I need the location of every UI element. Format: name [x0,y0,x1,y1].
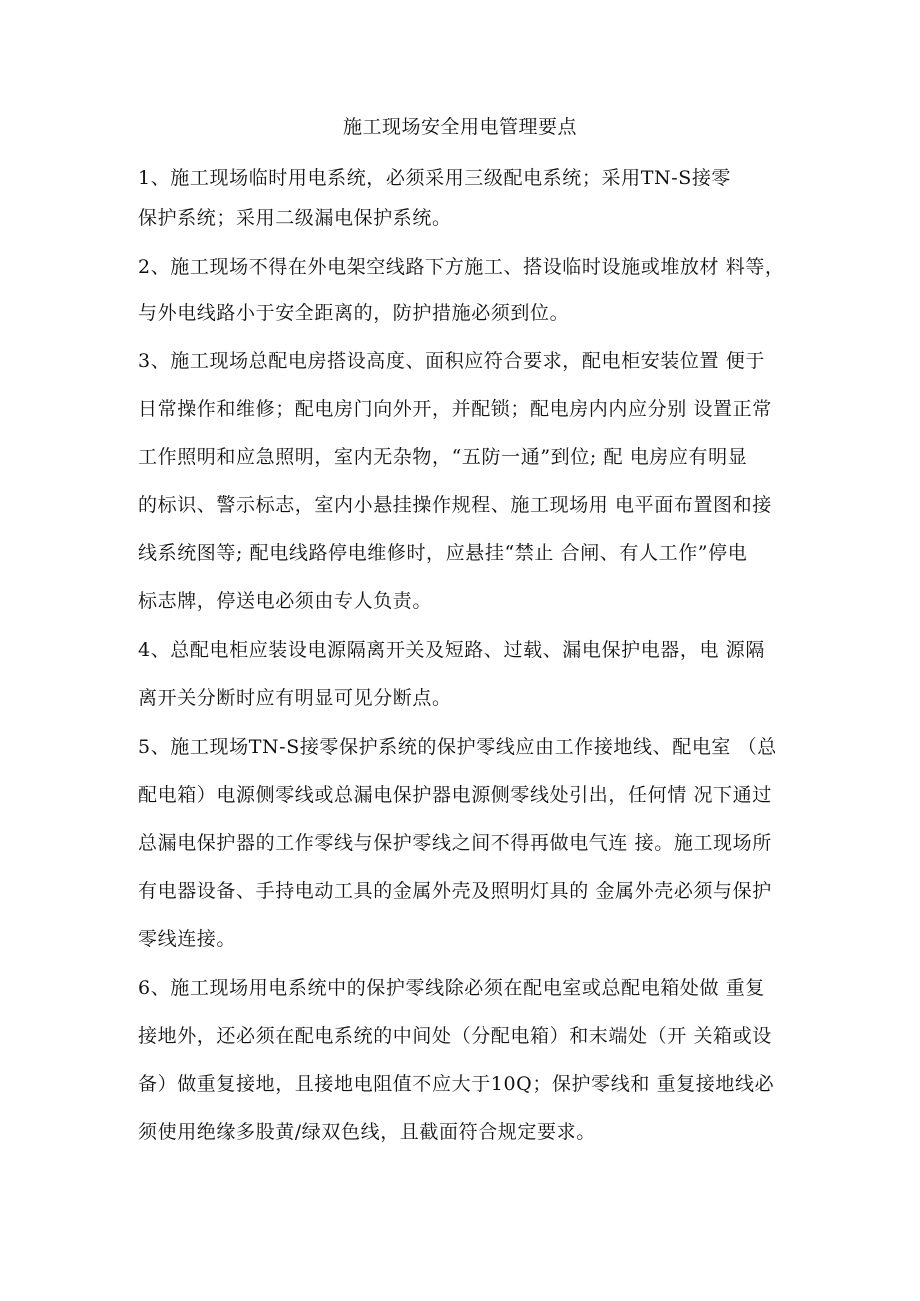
section-6-line-4: 须使用绝缘多股黄/绿双色线，且截面符合规定要求。 [138,1121,596,1143]
section-6-line-2: 接地外，还必须在配电系统的中间处（分配电箱）和末端处（开 关箱或设 [138,1025,772,1047]
document-title: 施工现场安全用电管理要点 [342,116,577,138]
section-4-line-2: 离开关分断时应有明显可见分断点。 [138,687,452,709]
section-5-line-2: 配电箱）电源侧零线或总漏电保护器电源侧零线处引出，任何情 况下通过 [138,784,772,806]
section-6-line-1: 6、施工现场用电系统中的保护零线除必须在配电室或总配电箱处做 重复 [138,977,765,999]
section-5-line-3: 总漏电保护器的工作零线与保护零线之间不得再做电气连 接。施工现场所 [138,832,772,854]
section-2-line-1: 2、施工现场不得在外电架空线路下方施工、搭设临时设施或堆放材 料等， [138,256,785,278]
section-3-line-5: 线系统图等; 配电线路停电维修时，应悬挂“禁止 合闸、有人工作”停电 [138,542,748,564]
section-2-line-2: 与外电线路小于安全距离的，防护措施必须到位。 [138,302,570,324]
section-1-line-1: 1、施工现场临时用电系统，必须采用三级配电系统；采用TN-S接零 [138,167,732,189]
section-1-line-2: 保护系统；采用二级漏电保护系统。 [138,207,452,229]
section-3-line-2: 日常操作和维修；配电房门向外开，并配锁；配电房内内应分别 设置正常 [138,398,772,420]
section-5-line-1: 5、施工现场TN-S接零保护系统的保护零线应由工作接地线、配电室 （总 [138,736,777,758]
section-3-line-4: 的标识、警示标志，室内小悬挂操作规程、施工现场用 电平面布置图和接 [138,494,772,516]
section-5-line-5: 零线连接。 [138,928,237,950]
section-3-line-1: 3、施工现场总配电房搭设高度、面积应符合要求，配电柜安装位置 便于 [138,350,765,372]
section-3-line-6: 标志牌，停送电必须由专人负责。 [138,590,433,612]
section-3-line-3: 工作照明和应急照明，室内无杂物，“五防一通”到位; 配 电房应有明显 [138,446,748,468]
section-4-line-1: 4、总配电柜应装设电源隔离开关及短路、过载、漏电保护电器，电 源隔 [138,639,765,661]
section-5-line-4: 有电器设备、手持电动工具的金属外壳及照明灯具的 金属外壳必须与保护 [138,880,772,902]
section-6-line-3: 备）做重复接地，且接地电阻值不应大于10Q；保护零线和 重复接地线必 [138,1073,775,1095]
